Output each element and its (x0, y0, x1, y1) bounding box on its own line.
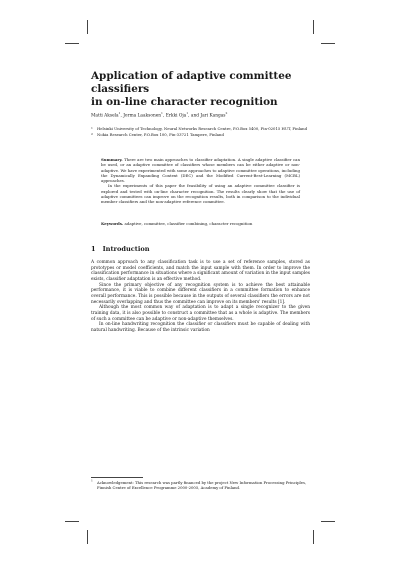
affiliation-item (91, 132, 310, 137)
author-mark: 1 (161, 111, 163, 115)
affiliation-number: 1 (91, 126, 93, 130)
affiliation-item (91, 126, 310, 131)
title-line-1: Application of adaptive committee classifiers (91, 70, 292, 95)
author-mark: 1 (186, 111, 189, 115)
author-mark: 1 (118, 111, 121, 115)
body-paragraph: Since the primary objective of any recognition system is to achieve the best attainable performance, it is viable to combine different classifiers in a committee formation to enhance overall performance. This is possible because in the outputs of several classifiers the errors are not necessarily overlapping and thus the committee can improve on its members' results [1]. (91, 282, 310, 305)
body-paragraph: Although the most common way of adaptation is to adapt a single recognizer to the given training data, it is also possible to construct a committee that as a whole is adaptive. The members of such a committee can be adaptive or non-adaptive themselves. (91, 305, 310, 322)
abstract-text: There are two main approaches to classifier adaptation. A single adaptive classifier can be used, or an adaptive committee of classifiers whose members can be either adaptive or non-adaptive. We have experimented with some approaches to adaptive committee operations, including the Dynamically Expanding Context (DEC) and the Modified Current-Best-Learning (MCBL) approaches. (101, 157, 300, 183)
body-paragraph: A common approach to any classification task is to use a set of reference samples, stored as prototypes or model coefficients, and match the input sample with them. In order to improve the classification performance in situations where a significant amount of variation in the input samples exists, classifier adaptation is an effective method. (91, 260, 310, 282)
author-name: Jorma Laaksonen (123, 113, 162, 119)
author-separator: , (162, 113, 166, 119)
author-separator: , (120, 113, 124, 119)
crop-mark (87, 20, 88, 34)
affiliation-number: 2 (91, 131, 93, 136)
section-number: 1 (91, 245, 96, 253)
author-mark: 2 (225, 111, 228, 115)
author-name: Erkki Oja (165, 113, 187, 119)
section-heading (91, 245, 150, 253)
footnote-rule (91, 477, 143, 478)
affiliation-text: Helsinki University of Technology, Neural Networks Research Centre, P.O.Box 5400, Fin-02015 HUT, Finland (97, 126, 308, 131)
keywords-text: adaptive, committee, classifier combining, character recognition (123, 221, 253, 226)
paper-page (91, 70, 310, 491)
author-name: Jari Kangas (200, 113, 226, 119)
affiliation-text: Nokia Research Center, P.O.Box 100, Fin-33721 Tampere, Finland (97, 131, 224, 137)
section-title: Introduction (102, 245, 150, 253)
crop-mark (313, 20, 314, 34)
crop-mark (87, 530, 88, 544)
crop-mark (65, 521, 79, 522)
affiliation-list (91, 126, 310, 138)
footnote (91, 480, 310, 490)
keywords-label: Keywords. (101, 221, 124, 226)
author-list (91, 113, 227, 119)
footnote-text: Acknowledgement: This research was partly financed by the project New Information Processing Principles, Finnish Centre of Excellence Programme 2000-2005, Academy of Finland. (97, 480, 307, 491)
author-name: Matti Aksela (91, 113, 119, 119)
section-body (91, 260, 310, 334)
paper-title (91, 70, 310, 109)
abstract (101, 157, 300, 204)
abstract-paragraph: In the experiments of this paper the feasibility of using an adaptive committee classifier is explored and tested with on-line character recognition. The results clearly show that the use of adaptive committees can improve on the recognition results, both in comparison to the individual member classifiers and the non-adaptive reference committee. (101, 183, 300, 204)
abstract-label: Summary. (101, 157, 123, 162)
title-line-2: in on-line character recognition (91, 96, 278, 108)
crop-mark (321, 521, 335, 522)
footnote-mark: 1 (91, 478, 93, 483)
crop-mark (313, 530, 314, 544)
abstract-paragraph (101, 157, 300, 183)
crop-mark (321, 43, 335, 44)
author-separator: , and (188, 113, 201, 119)
crop-mark (65, 43, 79, 44)
keywords (101, 221, 300, 226)
body-paragraph: In on-line handwriting recognition the classifier or classifiers must be capable of dealing with natural handwriting. Because of the intrinsic variation (91, 322, 310, 333)
